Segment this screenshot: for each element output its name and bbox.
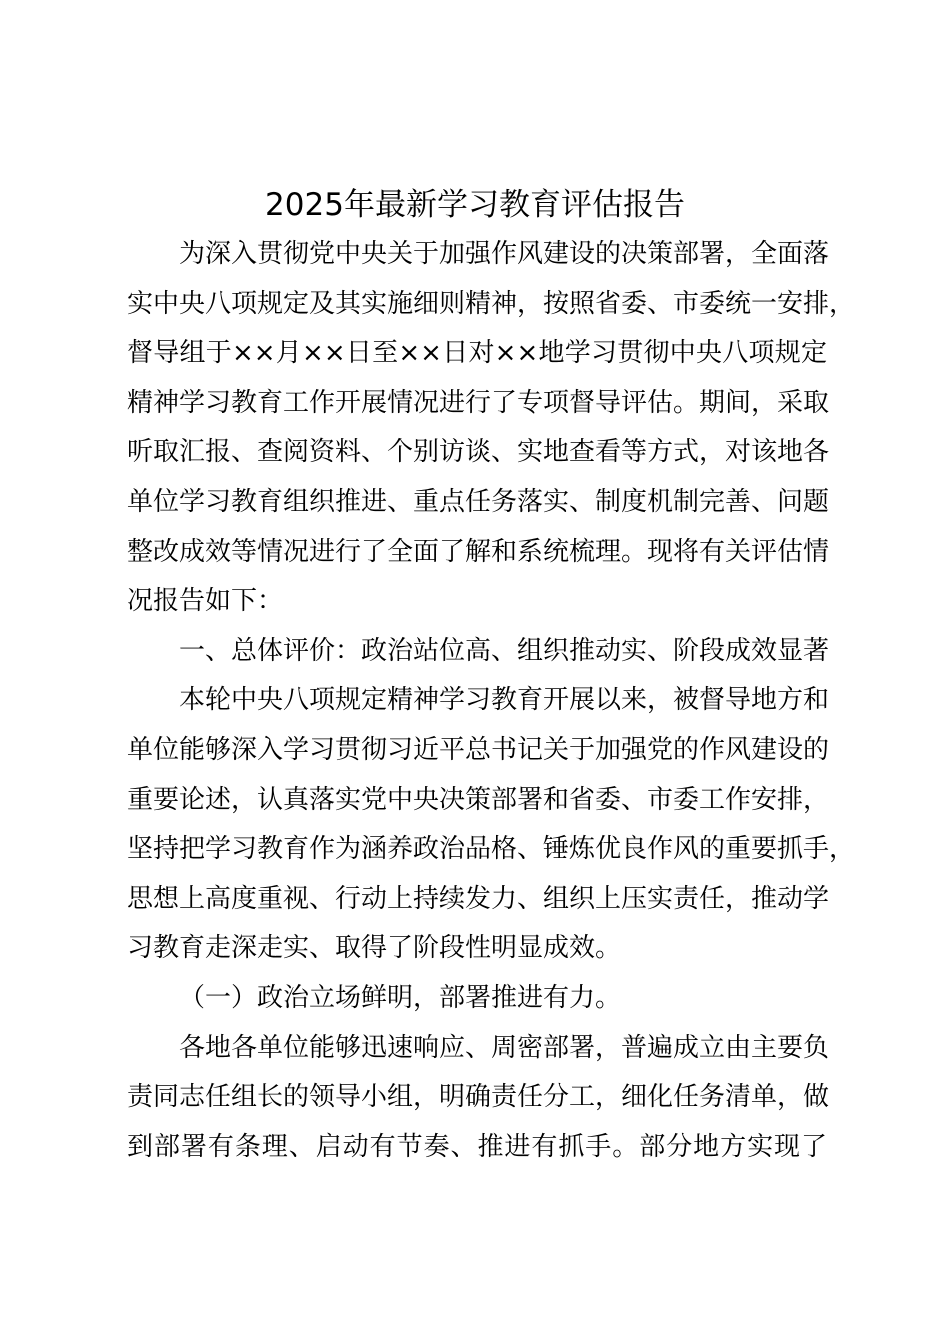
text-line: 到部署有条理、启动有节奏、推进有抓手。部分地方实现了 — [127, 1131, 827, 1162]
text-line: 听取汇报、查阅资料、个别访谈、实地查看等方式，对该地各 — [127, 437, 830, 468]
text-line: 督导组于××月××日至××日对××地学习贯彻中央八项规定 — [127, 338, 827, 369]
text-line: 精神学习教育工作开展情况进行了专项督导评估。期间，采取 — [127, 387, 830, 418]
text-line: 为深入贯彻党中央关于加强作风建设的决策部署，全面落 — [179, 239, 830, 269]
text-line: （一）政治立场鲜明，部署推进有力。 — [179, 982, 622, 1013]
text-line: 坚持把学习教育作为涵养政治品格、锤炼优良作风的重要抓手， — [127, 834, 856, 865]
text-line: 思想上高度重视、行动上持续发力、组织上压实责任，推动学 — [127, 883, 830, 914]
text-line: 单位能够深入学习贯彻习近平总书记关于加强党的作风建设的 — [127, 734, 830, 765]
text-line: 实中央八项规定及其实施细则精神，按照省委、市委统一安排， — [127, 288, 856, 319]
text-line: 本轮中央八项规定精神学习教育开展以来，被督导地方和 — [179, 685, 830, 716]
text-line: 一、总体评价：政治站位高、组织推动实、阶段成效显著 — [179, 635, 830, 666]
text-line: 各地各单位能够迅速响应、周密部署，普遍成立由主要负 — [179, 1032, 830, 1063]
text-line: 整改成效等情况进行了全面了解和系统梳理。现将有关评估情 — [127, 536, 830, 567]
document-title: 2025年最新学习教育评估报告 — [265, 187, 685, 223]
text-line: 单位学习教育组织推进、重点任务落实、制度机制完善、问题 — [127, 486, 830, 517]
text-line: 况报告如下： — [127, 586, 284, 617]
text-line: 习教育走深走实、取得了阶段性明显成效。 — [127, 933, 622, 964]
text-line: 重要论述，认真落实党中央决策部署和省委、市委工作安排， — [127, 784, 830, 815]
document-body — [127, 230, 856, 1172]
text-line: 责同志任组长的领导小组，明确责任分工，细化任务清单，做 — [127, 1082, 830, 1113]
